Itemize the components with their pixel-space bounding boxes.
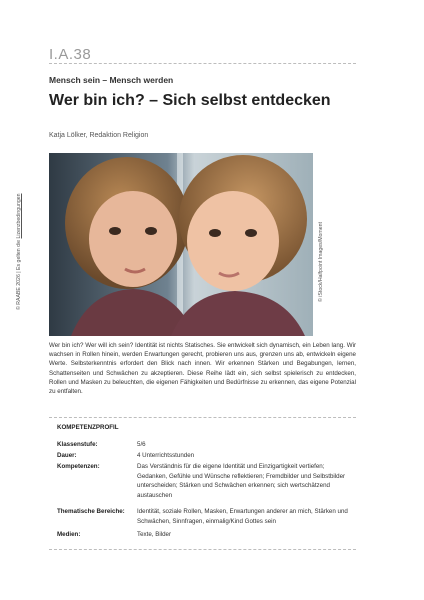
license-link[interactable]: Lizenzbedingungen [16, 193, 22, 239]
profile-value: Texte, Bilder [137, 531, 172, 538]
module-code: I.A.38 [49, 46, 92, 63]
profile-label: Klassenstufe: [57, 441, 98, 448]
series-subtitle: Mensch sein – Mensch werden [49, 75, 174, 85]
header-divider [49, 63, 356, 64]
profile-label: Dauer: [57, 452, 77, 459]
photo-credit: © iStock/Halfpoint Images/Moment [318, 222, 324, 302]
profile-label: Kompetenzen: [57, 463, 100, 470]
intro-paragraph: Wer bin ich? Wer will ich sein? Identität ist nichts Statisches. Sie entwickelt sich dynamisch, ein Leben lang. Wir wachsen in Rollen hinein, werden Erwartungen gerecht, probieren uns aus, grenzen uns ab, entwickeln eigene Werte. Selbsterkenntnis erfordert den Blick nach innen. Wir erkennen Stärken und Begabungen, lernen, Schattenseiten und Schwächen zu akzeptieren. Diese Reihe lädt ein, sich selbst spielerisch zu entdecken, Rollen und Masken zu beleuchten, die eigenen Fähigkeiten und Bedürfnisse zu erkennen, das eigene Potenzial zu entfalten. [49, 342, 356, 396]
profile-value: 4 Unterrichtsstunden [137, 452, 195, 459]
page-title: Wer bin ich? – Sich selbst entdecken [49, 92, 331, 109]
profile-value: Das Verständnis für die eigene Identität und Einzigartigkeit vertiefen; Gedanken, Gefühle und Wünsche reflektieren; Fremdbilder und Selbstbilder unterscheiden; Stärken und Schwächen erkennen; sich wertschätzend austauschen [137, 463, 346, 499]
profile-divider-top [49, 417, 356, 418]
profile-label: Thematische Bereiche: [57, 508, 125, 515]
copyright-notice [16, 194, 22, 311]
author-line: Katja Lölker, Redaktion Religion [49, 132, 149, 139]
mirror-children-illustration [49, 153, 313, 336]
profile-divider-bottom [49, 549, 356, 550]
profile-value: 5/6 [137, 441, 146, 448]
copyright-text: © RAABE 2026 | Es gelten die [16, 238, 22, 310]
profile-label: Medien: [57, 531, 81, 538]
profile-heading: KOMPETENZPROFIL [57, 424, 119, 431]
profile-value: Identität, soziale Rollen, Masken, Erwartungen anderer an mich, Stärken und Schwächen, Sinnfragen, einmalig/Kind Gottes sein [137, 508, 348, 525]
cover-photo [49, 153, 313, 336]
